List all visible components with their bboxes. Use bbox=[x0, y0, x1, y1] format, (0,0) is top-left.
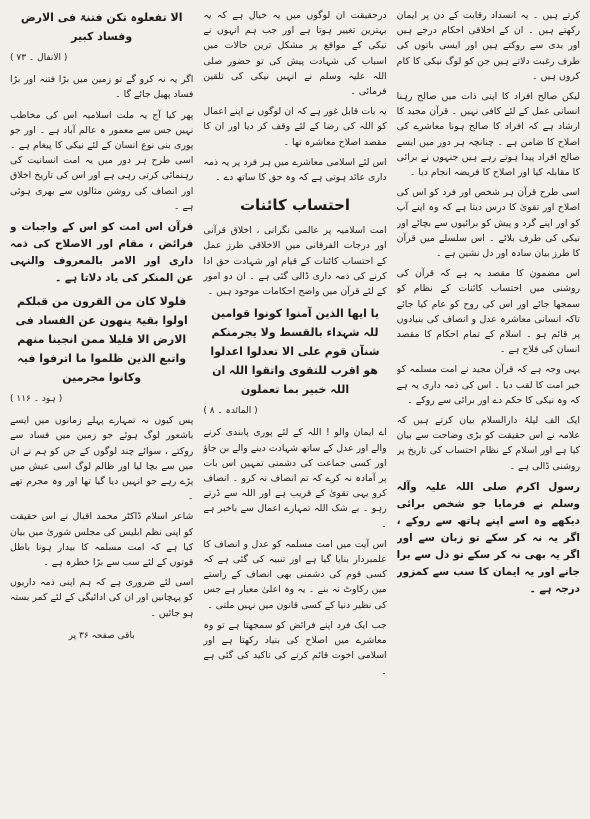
verse-reference: ( ہود ۔ ۱۱۶ ) bbox=[10, 394, 63, 405]
paragraph: قرآن اس امت کو اس کے واجبات و فرائض ، مقام اور الاصلاح کی ذمہ داری اور الامر بالمعروف والنہی عن المنکر کی یاد دلاتا ہے ۔ bbox=[10, 221, 194, 285]
continuation-note: باقی صفحہ ۳۶ پر bbox=[68, 630, 135, 641]
middle-column bbox=[203, 8, 386, 813]
paragraph: کرتے ہیں ۔ یہ انسداد رقابت کے دن پر ایمان رکھتے ہیں ۔ ان کے اخلاقی احکام درجے ہیں اور بدی سے روکتے ہیں اور ایسی باتوں کی طرف رغبت دلاتے ہیں جن کو لوگ نیکی کا کام کروں ہیں ۔ bbox=[396, 10, 580, 82]
paragraph: یہ بات قابل غور ہے کہ ان لوگوں نے اپنے اعمال کو اللہ کی رضا کے لئے وقف کر دیا اور ان کا مقصد اصلاح معاشرہ تھا ۔ bbox=[203, 106, 387, 148]
paragraph: اس مضمون کا مقصد یہ ہے کہ قرآن کی روشنی میں احتساب کائنات کے نظام کو سمجھا جائے اور اس کی روح کو عام کیا جائے تاکہ انسانی معاشرہ عدل و انصاف کی بنیادوں پر قائم ہو ۔ اسلام کے تمام احکام کا مقصد انسان کی فلاح ہے ۔ bbox=[396, 268, 580, 356]
right-column bbox=[397, 8, 580, 813]
paragraph: جب ایک فرد اپنے فرائض کو سمجھتا ہے تو وہ معاشرے میں اصلاح کی بنیاد رکھتا ہے اور اسلامی اخوت قائم کرنے کی تاکید کی گئی ہے ۔ bbox=[203, 619, 387, 677]
paragraph: پس کیوں نہ تمہارے پہلے زمانوں میں ایسے باشعور لوگ ہوئے جو زمین میں فساد سے روکتے ، سوائے چند لوگوں کے جن کو ہم نے ان میں سے بچا لیا اور ظالم لوگ اسی عیش میں پڑے رہے جو انہیں دیا گیا تھا اور وہ مجرم تھے ۔ bbox=[10, 415, 194, 503]
paragraph: ایک الف لیلۃ دارالسلام بیان کرتے ہیں کہ علامہ نے اس حقیقت کو بڑی وضاحت سے بیان کیا ہے اور اسلام کے نظام احتساب کی تاریخ پر روشنی ڈالی ہے ۔ bbox=[396, 415, 580, 472]
section-heading: احتساب کائنات bbox=[239, 196, 351, 215]
paragraph: اسی لئے ضروری ہے کہ ہم اپنی ذمہ داریوں کو پہچانیں اور ان کی ادائیگی کے لئے کمر بستہ ہو جائیں ۔ bbox=[10, 577, 194, 619]
verse-reference: ( الانفال ۔ ۷۳ ) bbox=[10, 53, 68, 63]
left-column bbox=[10, 8, 193, 813]
paragraph: درحقیقت ان لوگوں میں یہ خیال ہے کہ یہ بہترین تغییر ہوتا ہے اور جب ہم انہوں نے نیکی کے مواقع پر مشکل ترین حالات میں اسباب کی شہادت پیش کی تو حضور صلی اللہ علیہ وسلم نے انہیں نیکی کی تلقین فرمائی ۔ bbox=[203, 10, 387, 98]
paragraph: پھر کیا آج یہ ملت اسلامیہ اس کی مخاطب نہیں جس سے معمور ہ عالم آباد ہے ۔ اور جو پوری بنی نوع انسان کے لئے نیکی کا پیغام ہے ۔ اسی طرح ہر دور میں یہ امت انسانیت کی رہنمائی کرتی رہی ہے اور اس کی تاریخ اخلاق اور انصاف کی روشن مثالوں سے بھری ہوئی ہے ۔ bbox=[10, 109, 194, 212]
verse-reference: ( المائدہ ۔ ۸ ) bbox=[203, 406, 258, 417]
paragraph: اگر یہ نہ کرو گے تو زمین میں بڑا فتنہ اور بڑا فساد پھیل جائے گا ۔ bbox=[10, 74, 194, 101]
paragraph: اس آیت میں امت مسلمہ کو عدل و انصاف کا علمبردار بنایا گیا ہے اور تنبیہ کی گئی ہے کہ کسی قوم کی دشمنی بھی انصاف کے راستے میں رکاوٹ نہ بنے ۔ یہ وہ اعلیٰ معیار ہے جس کی نظیر دنیا کے کسی قانون میں نہیں ملتی ۔ bbox=[203, 538, 387, 611]
paragraph: امت اسلامیہ پر عالمی نگرانی ، اخلاق قرآنی اور درجات الفرقانی میں الاخلاقی طرز عمل کے احتساب کائنات کے قیام اور شہادت حق ادا کرنے کی ذمہ داری ڈالی گئی ہے ۔ ان دو امور کے لئے قرآن میں واضح احکامات موجود ہیں ۔ bbox=[203, 225, 387, 298]
paragraph: اے ایمان والو ! اللہ کے لئے پوری پابندی کرنے والے اور عدل کے ساتھ شہادت دینے والے بن جاؤ اور کسی جماعت کی دشمنی تمہیں اس بات پر آمادہ نہ کرے کہ تم انصاف نہ کرو ۔ انصاف کرو یہی تقویٰ کے قریب ہے اور اللہ سے ڈرتے رہو ۔ بے شک اللہ تمہارے اعمال سے باخبر ہے ۔ bbox=[203, 427, 387, 530]
paragraph: یہی وجہ ہے کہ قرآن مجید نے امت مسلمہ کو خیر امت کا لقب دیا ۔ اس کی ذمہ داری یہ ہے کہ وہ نیکی کا حکم دے اور برائی سے روکے ۔ bbox=[396, 364, 580, 406]
paragraph: لیکن صالح افراد کا اپنی ذات میں صالح رہنا انسانی عمل کے لئے کافی نہیں ۔ قرآن مجید کا ارشاد ہے کہ افراد کا صالح ہونا معاشرے کی اصلاح کا ضامن ہے ۔ چنانچہ ہر دور میں ایسے صالح افراد پیدا ہوتے رہے ہیں جنہوں نے برائی کا مقابلہ کیا اور اصلاح کا فریضہ انجام دیا ۔ bbox=[396, 91, 580, 179]
paragraph: شاعر اسلام ڈاکٹر محمد اقبال نے اس حقیقت کو اپنی نظم ابلیس کی مجلس شوریٰ میں بیان کیا ہے کہ امت مسلمہ کا بیدار ہونا باطل قوتوں کے لئے سب سے بڑا خطرہ ہے ۔ bbox=[10, 511, 194, 569]
paragraph: اس لئے اسلامی معاشرے میں ہر فرد پر یہ ذمہ داری عائد ہوتی ہے کہ وہ حق کا ساتھ دے ۔ bbox=[203, 156, 387, 184]
quran-verse: یا ایھا الذین آمنوا کونوا قوامین للہ شہداء بالقسط ولا یجرمنکم شنآن قوم علی الا تعدلوا اعدلوا ھو اقرب للتقوی واتقوا اللہ ان اللہ خبیر بما تعملون bbox=[210, 307, 380, 397]
hadith-paragraph: رسول اکرم صلی اللہ علیہ وآلہ وسلم نے فرمایا جو شخص برائی دیکھے وہ اسے اپنے ہاتھ سے روکے ، اگر یہ نہ کر سکے تو زبان سے اور اگر یہ بھی نہ کر سکے تو دل سے برا جانے اور یہ ایمان کا سب سے کمزور درجہ ہے ۔ bbox=[396, 480, 580, 595]
paragraph: اسی طرح قرآن ہر شخص اور فرد کو اس کی اصلاح اور تقویٰ کا درس دیتا ہے کہ وہ اپنے آپ کو اور اپنے گرد و پیش کو برائیوں سے بچائے اور نیکی کی طرف بلائے ۔ اس سلسلے میں قرآن کا طرز بیان سادہ اور دل نشین ہے ۔ bbox=[396, 187, 580, 260]
quran-verse: الا تفعلوہ تکن فتنۃ فی الارض وفساد کبیر bbox=[20, 11, 183, 43]
quran-verse: فلولا کان من القرون من قبلکم اولوا بقیۃ ینھون عن الفساد فی الارض الا قلیلا ممن انجینا منھم واتبع الذین ظلموا ما اترفوا فیہ وکانوا مجرمین bbox=[15, 295, 188, 385]
